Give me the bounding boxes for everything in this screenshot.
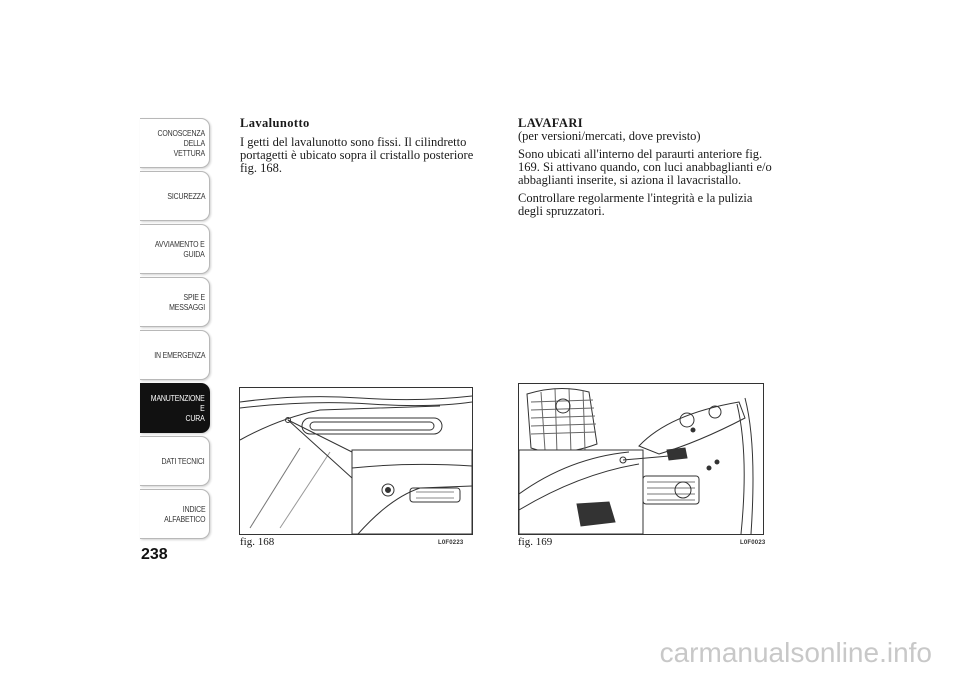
watermark: carmanualsonline.info bbox=[659, 637, 932, 668]
tab-label: CONOSCENZA DELLA VETTURA bbox=[157, 128, 205, 158]
tab-label: DATI TECNICI bbox=[161, 456, 205, 466]
section-paragraph: Sono ubicati all'interno del paraurti anteriore fig. 169. Si attivano quando, con luci anabbaglianti e/o abbaglianti inserite, si aziona il lavacristallo. bbox=[518, 147, 772, 187]
page-number: 238 bbox=[141, 546, 168, 563]
section-title: LAVAFARI bbox=[518, 116, 584, 130]
tab-conoscenza[interactable] bbox=[140, 118, 210, 168]
rear-washer-illustration bbox=[240, 388, 472, 534]
figure-code: L0F0223 bbox=[438, 540, 464, 546]
section-subtitle: (per versioni/mercati, dove previsto) bbox=[518, 129, 701, 143]
tab-sicurezza[interactable] bbox=[140, 171, 210, 221]
tab-emergenza[interactable] bbox=[140, 330, 210, 380]
figure-caption: fig. 169 bbox=[518, 536, 553, 548]
section-lavalunotto bbox=[240, 117, 480, 180]
tab-avviamento[interactable] bbox=[140, 224, 210, 274]
section-body: I getti del lavalunotto sono fissi. Il cilindretto portagetti è ubicato sopra il cristallo posteriore fig. 168. bbox=[240, 135, 474, 175]
tab-label: AVVIAMENTO E GUIDA bbox=[155, 239, 205, 259]
tab-manutenzione[interactable] bbox=[140, 383, 210, 433]
figure-rear-washer bbox=[239, 387, 473, 535]
tab-label: SPIE E MESSAGGI bbox=[169, 292, 205, 312]
tab-dati-tecnici[interactable] bbox=[140, 436, 210, 486]
tab-label: MANUTENZIONE E CURA bbox=[151, 393, 205, 423]
headlamp-washer-illustration bbox=[519, 384, 763, 534]
section-paragraph: Controllare regolarmente l'integrità e la pulizia degli spruzzatori. bbox=[518, 191, 753, 218]
tab-indice[interactable] bbox=[140, 489, 210, 539]
tab-label: IN EMERGENZA bbox=[153, 350, 205, 360]
tab-label: INDICE ALFABETICO bbox=[163, 504, 205, 524]
figure-headlamp-washer bbox=[518, 383, 764, 535]
tab-spie-messaggi[interactable] bbox=[140, 277, 210, 327]
section-title: Lavalunotto bbox=[240, 116, 310, 130]
figure-code: L0F0023 bbox=[740, 540, 766, 546]
section-lavafari bbox=[518, 117, 778, 223]
tab-label: SICUREZZA bbox=[166, 191, 205, 201]
figure-caption: fig. 168 bbox=[240, 536, 275, 548]
